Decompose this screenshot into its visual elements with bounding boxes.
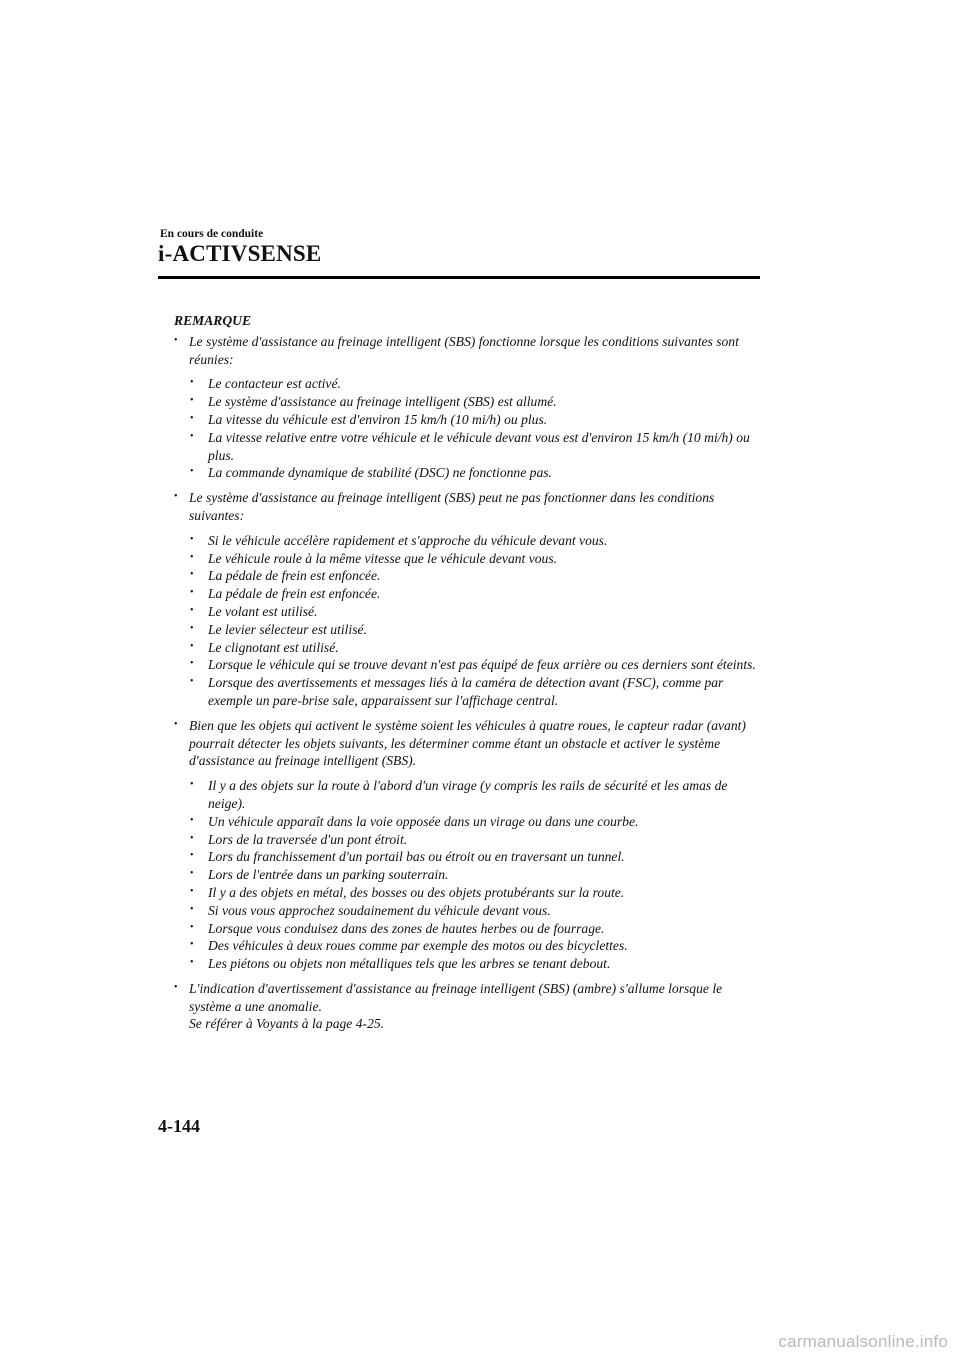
- list-item: • Il y a des objets en métal, des bosses ou des objets protubérants sur la route.: [190, 884, 760, 902]
- warning-text: L'indication d'avertissement d'assistance au freinage intelligent (SBS) (ambre) s'allume lorsque le système a une anomalie.: [189, 980, 723, 1014]
- list-item: • Des véhicules à deux roues comme par exemple des motos ou des bicyclettes.: [190, 937, 760, 955]
- list-item: • Lorsque vous conduisez dans des zones de hautes herbes ou de fourrage.: [190, 920, 760, 938]
- note-group-warning-indication: [174, 980, 760, 1033]
- list-item: • Lorsque le véhicule qui se trouve devant n'est pas équipé de feux arrière ou ces derniers sont éteints.: [190, 656, 760, 674]
- list-item: • Le système d'assistance au freinage intelligent (SBS) est allumé.: [190, 393, 760, 411]
- chapter-title: i-ACTIVSENSE: [158, 241, 322, 266]
- list-item: • Le contacteur est activé.: [190, 375, 760, 393]
- page-number: 4-144: [158, 1116, 200, 1136]
- list-item: • La commande dynamique de stabilité (DSC) ne fonctionne pas.: [190, 464, 760, 482]
- note-group-not-operating-conditions: [174, 489, 760, 710]
- list-item: • Lors de la traversée d'un pont étroit.: [190, 831, 760, 849]
- note-heading: REMARQUE: [174, 313, 252, 328]
- note-item: [174, 980, 760, 1033]
- header-rule: [158, 276, 760, 279]
- list-item: • Le clignotant est utilisé.: [190, 639, 760, 657]
- list-item: • La vitesse du véhicule est d'environ 15 km/h (10 mi/h) ou plus.: [190, 411, 760, 429]
- list-item: • Le volant est utilisé.: [190, 603, 760, 621]
- list-item: • La pédale de frein est enfoncée.: [190, 567, 760, 585]
- condition-list: [190, 375, 760, 482]
- note-item: • Bien que les objets qui activent le système soient les véhicules à quatre roues, le capteur radar (avant) pourrait détecter les objets suivants, les déterminer comme étant un obstacle et activer le système d'assistance au freinage intelligent (SBS).: [174, 717, 760, 770]
- list-item: • Un véhicule apparaît dans la voie opposée dans un virage ou dans une courbe.: [190, 813, 760, 831]
- note-group-operating-conditions: [174, 333, 760, 482]
- list-item: • La vitesse relative entre votre véhicule et le véhicule devant vous est d'environ 15 km/h (10 mi/h) ou plus.: [190, 429, 760, 465]
- condition-list: [190, 777, 760, 973]
- list-item: • Lors de l'entrée dans un parking souterrain.: [190, 866, 760, 884]
- page-reference: Se référer à Voyants à la page 4-25.: [189, 1016, 385, 1032]
- note-group-false-detection: [174, 717, 760, 973]
- list-item: • Lors du franchissement d'un portail bas ou étroit ou en traversant un tunnel.: [190, 848, 760, 866]
- list-item: • Les piétons ou objets non métalliques tels que les arbres se tenant debout.: [190, 955, 760, 973]
- list-item: • Si vous vous approchez soudainement du véhicule devant vous.: [190, 902, 760, 920]
- note-item: • Le système d'assistance au freinage intelligent (SBS) fonctionne lorsque les conditions suivantes sont réunies:: [174, 333, 760, 369]
- condition-list: [190, 532, 760, 710]
- list-item: • La pédale de frein est enfoncée.: [190, 585, 760, 603]
- list-item: • Il y a des objets sur la route à l'abord d'un virage (y compris les rails de sécurité et les amas de neige).: [190, 777, 760, 813]
- note-block: [174, 312, 760, 1040]
- list-item: • Le levier sélecteur est utilisé.: [190, 621, 760, 639]
- watermark: carmanualsonline.info: [778, 1332, 948, 1351]
- section-label: En cours de conduite: [160, 228, 264, 240]
- list-item: • Si le véhicule accélère rapidement et s'approche du véhicule devant vous.: [190, 532, 760, 550]
- note-item: • Le système d'assistance au freinage intelligent (SBS) peut ne pas fonctionner dans les conditions suivantes:: [174, 489, 760, 525]
- list-item: • Le véhicule roule à la même vitesse que le véhicule devant vous.: [190, 550, 760, 568]
- list-item: • Lorsque des avertissements et messages liés à la caméra de détection avant (FSC), comme par exemple un pare-brise sale, apparaissent sur l'affichage central.: [190, 674, 760, 710]
